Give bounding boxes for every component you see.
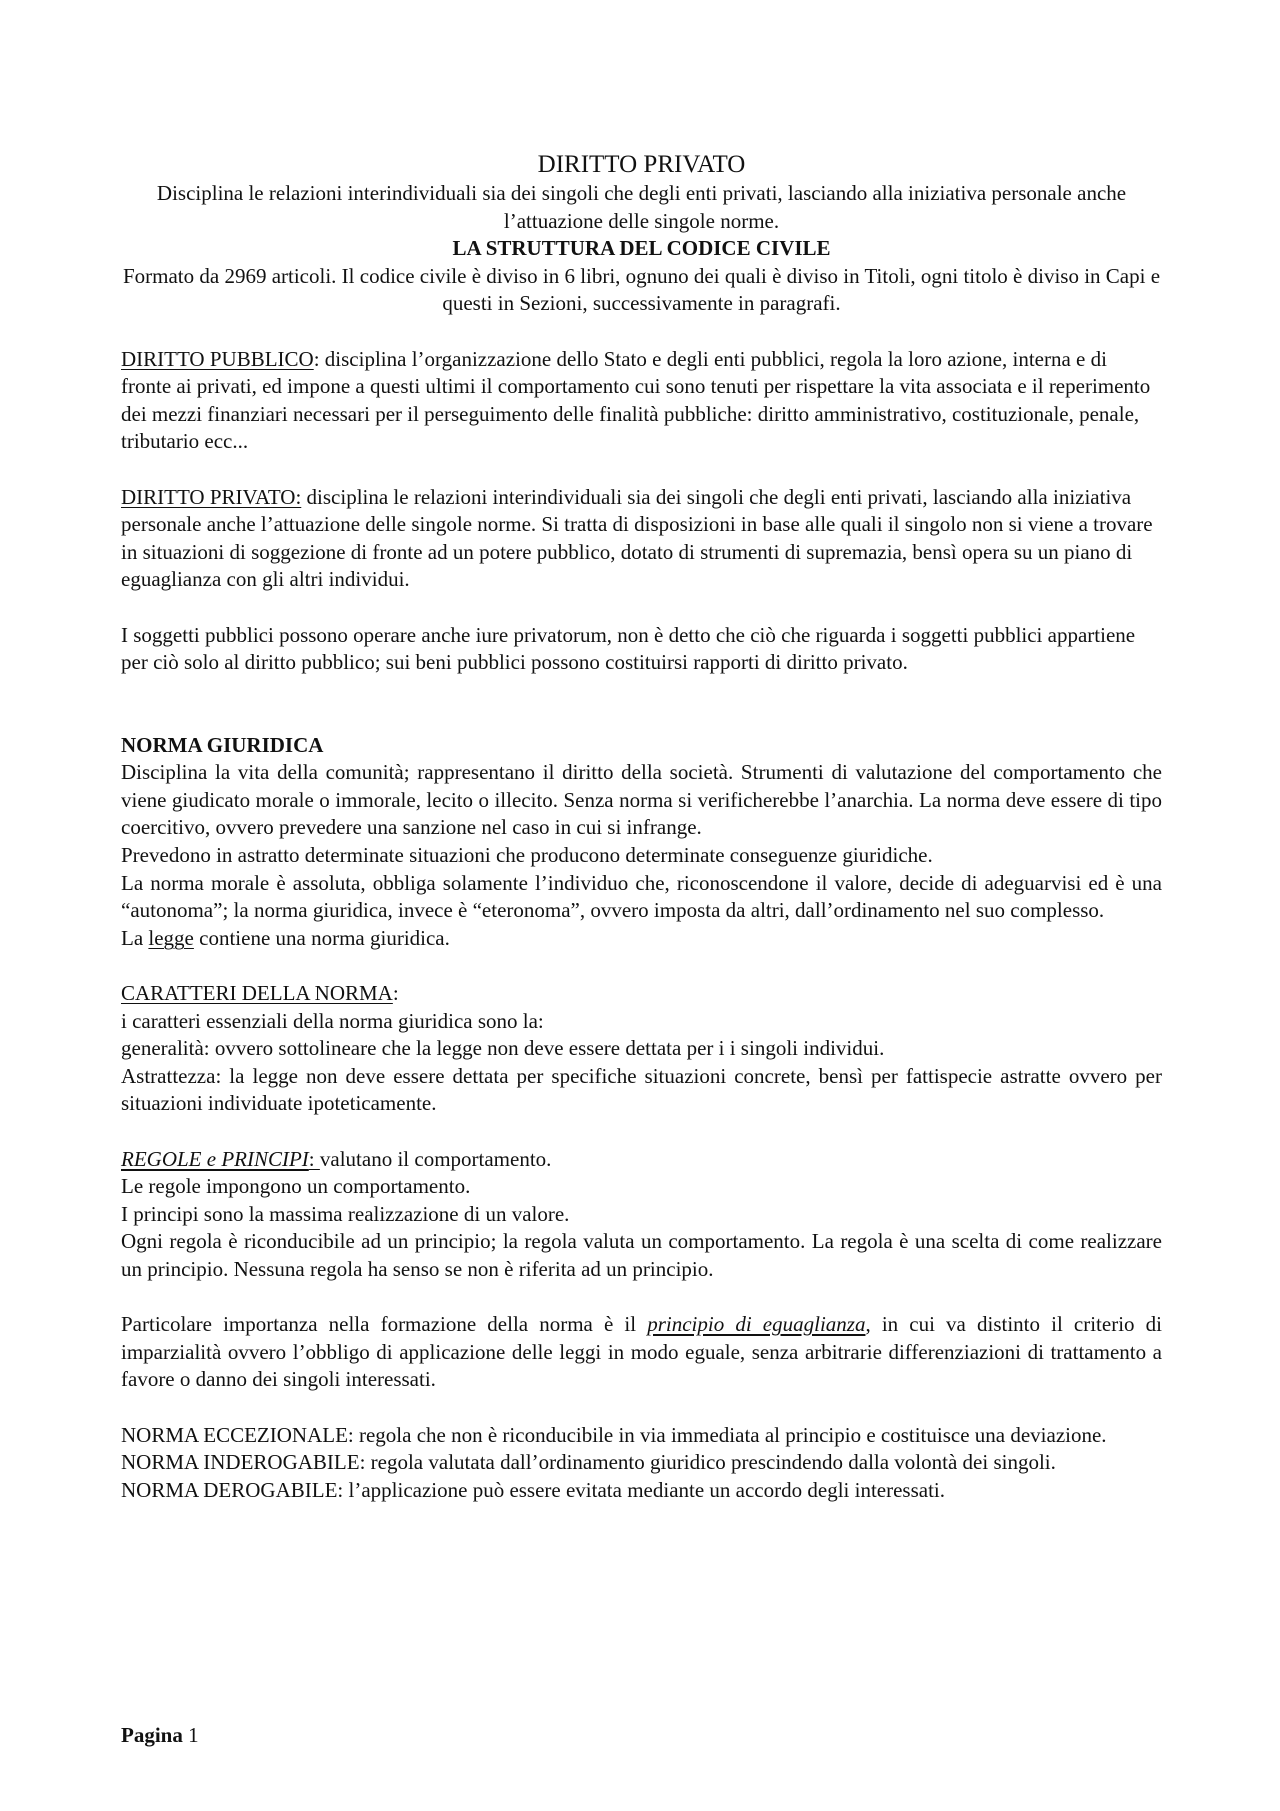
norma-paragraph-4 — [121, 925, 1162, 953]
norma-paragraph-3: La norma morale è assoluta, obbliga solamente l’individuo che, riconoscendone il valore, decide di adeguarvisi ed è una “autonoma”; la norma giuridica, invece è “eteronoma”, ovvero imposta da altri, dall’ordinamento nel suo complesso. — [121, 870, 1162, 923]
diritto-pubblico-text: : disciplina l’organizzazione dello Stato e degli enti pubblici, regola la loro azione, interna e di fronte ai privati, ed impone a questi ultimi il comportamento cui sono tenuti per rispettare la vita associata e il reperimento dei mezzi finanziari necessari per il perseguimento delle finalità pubbliche: diritto amministrativo, costituzionale, penale, tributario ecc... — [121, 346, 1151, 454]
structure-paragraph: Formato da 2969 articoli. Il codice civile è diviso in 6 libri, ognuno dei quali è diviso in Titoli, ogni titolo è diviso in Capi e questi in Sezioni, successivamente in paragrafi. — [122, 263, 1161, 316]
regole-term: REGOLE e PRINCIPI — [121, 1146, 309, 1171]
regole-line-3: Ogni regola è riconducibile ad un principio; la regola valuta un comportamento. La regola è una scelta di come realizzare un principio. Nessuna regola ha senso se non è riferita ad un principio. — [121, 1229, 1162, 1281]
norma-p4-before: La — [121, 925, 149, 950]
principio-eguaglianza-term: principio di eguaglianza — [647, 1312, 866, 1337]
page-footer — [121, 1723, 199, 1748]
diritto-privato-term: DIRITTO PRIVATO: — [121, 484, 302, 509]
eguaglianza-paragraph — [121, 1311, 1162, 1394]
norma-inderogabile: NORMA INDEROGABILE: regola valutata dall’ordinamento giuridico prescindendo dalla volontà dei singoli. — [121, 1450, 1056, 1475]
norma-p4-after: contiene una norma giuridica. — [193, 925, 450, 950]
document-page — [121, 150, 1162, 1504]
page-label: Pagina — [121, 1723, 183, 1747]
soggetti-pubblici-paragraph: I soggetti pubblici possono operare anche iure privatorum, non è detto che ciò che riguarda i soggetti pubblici appartiene per ciò solo al diritto pubblico; sui beni pubblici possono costituirsi rapporti di diritto privato. — [121, 622, 1136, 675]
diritto-pubblico-term: DIRITTO PUBBLICO — [121, 346, 314, 371]
eguaglianza-before: Particolare importanza nella formazione della norma è il — [121, 1312, 648, 1337]
caratteri-line-3: Astrattezza: la legge non deve essere dettata per specifiche situazioni concrete, bensì per fattispecie astratte ovvero per situazioni individuate ipoteticamente. — [121, 1063, 1162, 1116]
norma-paragraph-1: Disciplina la vita della comunità; rappresentano il diritto della società. Strumenti di valutazione del comportamento che viene giudicato morale o immorale, lecito o illecito. Senza norma si verificherebbe l’anarchia. La norma deve essere di tipo coercitivo, ovvero prevedere una sanzione nel caso in cui si infrange. — [121, 760, 1162, 840]
caratteri-heading — [121, 980, 1162, 1008]
norma-giuridica-heading: NORMA GIURIDICA — [121, 732, 324, 757]
caratteri-colon: : — [392, 981, 399, 1006]
legge-term: legge — [148, 925, 194, 950]
caratteri-line-1: i caratteri essenziali della norma giuridica sono la: — [121, 1008, 544, 1033]
caratteri-term: CARATTERI DELLA NORMA — [121, 981, 393, 1006]
eguaglianza-after: , in cui va distinto il criterio di imparzialità ovvero l’obbligo di applicazione delle leggi in modo eguale, senza arbitrarie differenziazioni di trattamento a favore o danno dei singoli interessati. — [121, 1312, 1162, 1392]
page-number: 1 — [188, 1723, 199, 1747]
regole-line-1: Le regole impongono un comportamento. — [121, 1174, 471, 1199]
caratteri-line-2: generalità: ovvero sottolineare che la legge non deve essere dettata per i i singoli individui. — [121, 1036, 885, 1061]
norma-eccezionale: NORMA ECCEZIONALE: regola che non è riconducibile in via immediata al principio e costituisce una deviazione. — [121, 1422, 1107, 1447]
diritto-privato-text: disciplina le relazioni interindividuali sia dei singoli che degli enti privati, lasciando alla iniziativa personale anche l’attuazione delle singole norme. Si tratta di disposizioni in base alle quali il singolo non si viene a trovare in situazioni di soggezione di fronte ad un potere pubblico, dotato di strumenti di supremazia, bensì opera su un piano di eguaglianza con gli altri individui. — [121, 484, 1153, 592]
regole-after: valutano il comportamento. — [319, 1146, 552, 1171]
diritto-privato-paragraph — [121, 484, 1162, 594]
regole-heading — [121, 1146, 1162, 1174]
regole-term-tail: : — [308, 1146, 320, 1171]
page-title: DIRITTO PRIVATO — [537, 151, 746, 178]
norma-paragraph-2: Prevedono in astratto determinate situazioni che producono determinate conseguenze giuridiche. — [121, 843, 933, 868]
diritto-pubblico-paragraph — [121, 346, 1162, 456]
norma-derogabile: NORMA DEROGABILE: l’applicazione può essere evitata mediante un accordo degli interessati. — [121, 1477, 946, 1502]
section-heading-struttura: LA STRUTTURA DEL CODICE CIVILE — [452, 236, 831, 261]
intro-paragraph: Disciplina le relazioni interindividuali sia dei singoli che degli enti privati, lasciando alla iniziativa personale anche l’attuazione delle singole norme. — [156, 181, 1127, 233]
regole-line-2: I principi sono la massima realizzazione di un valore. — [121, 1201, 570, 1226]
